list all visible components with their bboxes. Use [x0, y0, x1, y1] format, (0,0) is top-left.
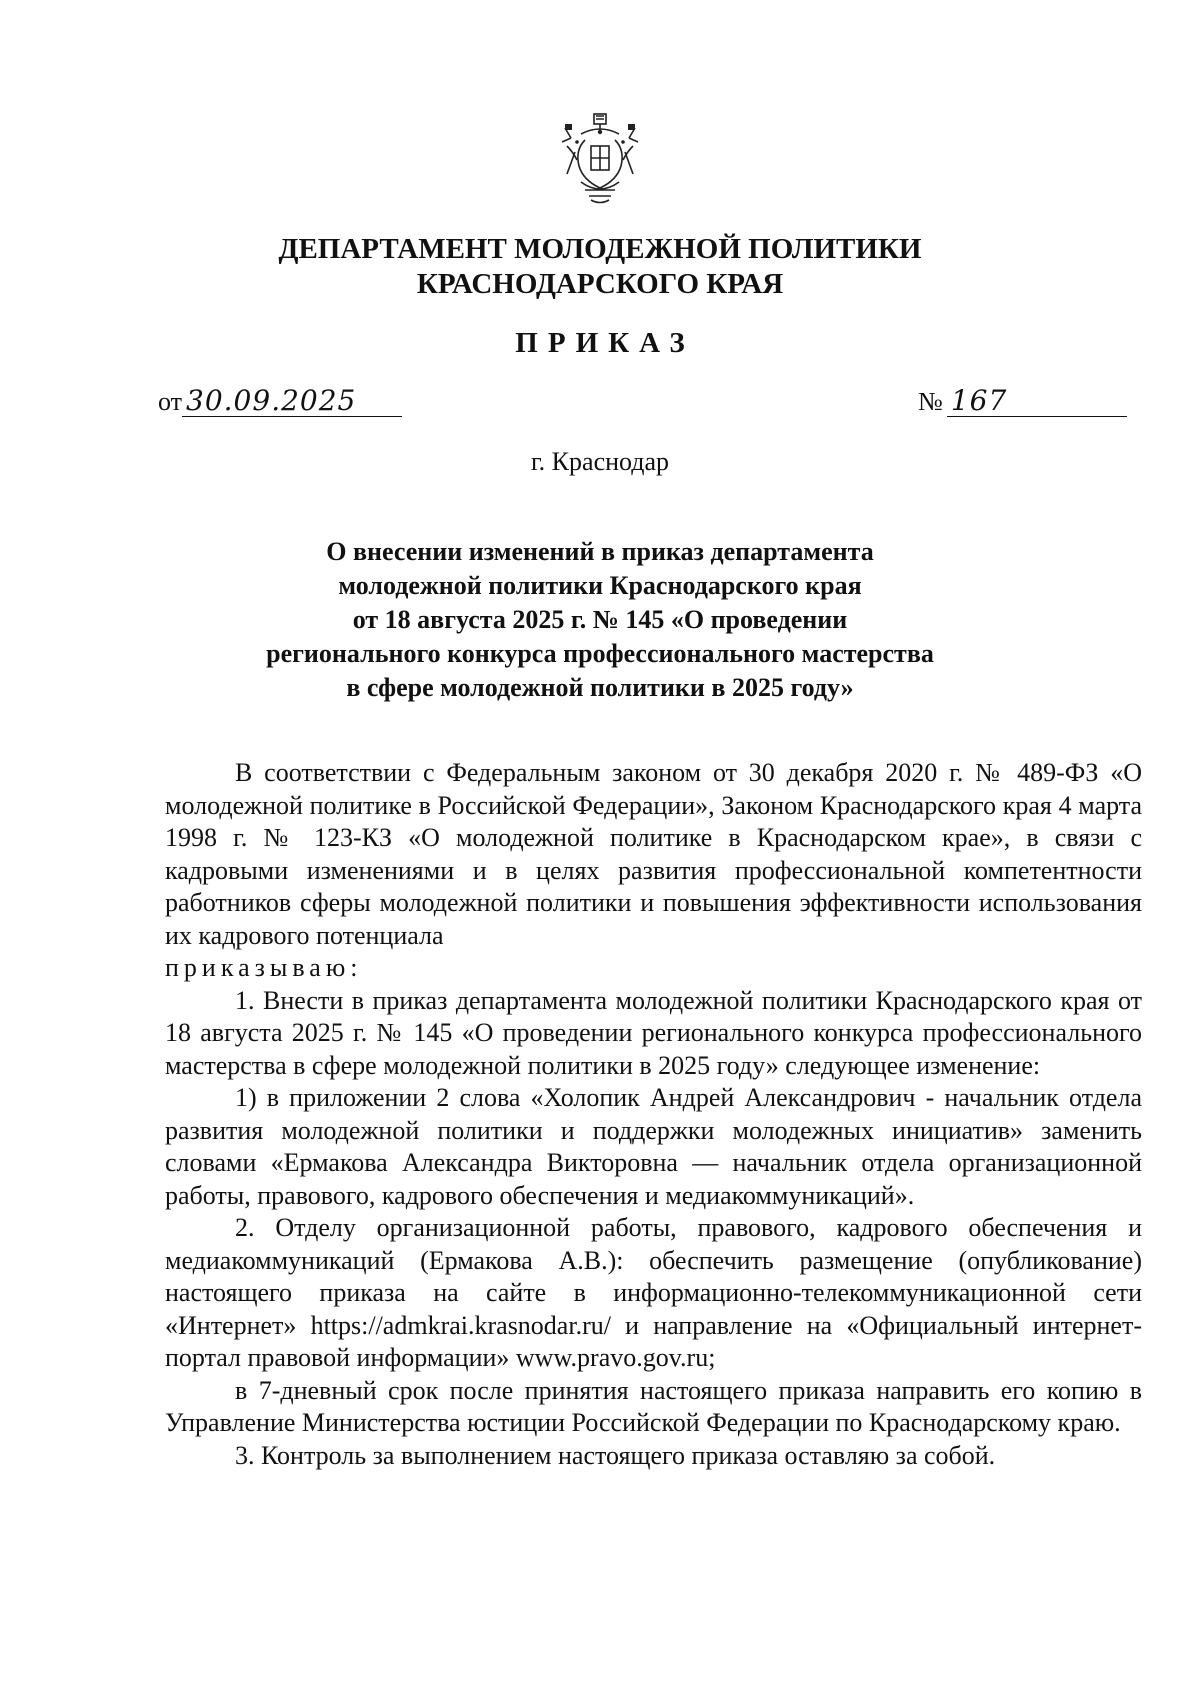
- subject-line: в сфере молодежной политики в 2025 году»: [346, 673, 854, 702]
- organization-name: [0, 232, 1200, 302]
- item-1-subparagraph: 1) в приложении 2 слова «Холопик Андрей Александрович - начальник отдела развития молодежной политики и поддержки молодежных инициатив» заменить словами «Ермакова Александра Викторовна — начальник отдела организационной работы, правового, кадрового обеспечения и медиакоммуникаций».: [165, 1083, 1142, 1210]
- date-prefix: от: [158, 387, 183, 416]
- number-value: 167: [947, 386, 1127, 417]
- item-1-paragraph: 1. Внести в приказ департамента молодежной политики Краснодарского края от 18 августа 2025 г. № 145 «О проведении регионального конкурса профессионального мастерства в сфере молодежной политики в 2025 году» следующее изменение:: [165, 985, 1142, 1080]
- subject-line: регионального конкурса профессионального мастерства: [266, 639, 934, 668]
- subject-line: от 18 августа 2025 г. № 145 «О проведении: [352, 605, 848, 634]
- item-2-continuation: в 7-дневный срок после принятия настоящего приказа направить его копию в Управление Министерства юстиции Российской Федерации по Краснодарскому краю.: [165, 1375, 1142, 1437]
- number-prefix: №: [918, 387, 943, 416]
- document-type: ПРИКАЗ: [515, 327, 695, 359]
- item-3-paragraph: 3. Контроль за выполнением настоящего приказа оставляю за собой.: [235, 1440, 996, 1470]
- subject-line: О внесении изменений в приказ департамента: [326, 537, 874, 566]
- subject-line: молодежной политики Краснодарского края: [338, 571, 862, 600]
- organization-name-line2: КРАСНОДАРСКОГО КРАЯ: [416, 268, 784, 300]
- date-value: 30.09.2025: [182, 386, 402, 417]
- document-date: [158, 386, 402, 417]
- order-word: приказываю:: [165, 953, 363, 982]
- document-body: [165, 757, 1142, 1472]
- organization-name-line1: ДЕПАРТАМЕНТ МОЛОДЕЖНОЙ ПОЛИТИКИ: [278, 233, 922, 265]
- document-number: [918, 386, 1127, 417]
- item-2-paragraph: 2. Отделу организационной работы, правового, кадрового обеспечения и медиакоммуникаций (Ермакова А.В.): обеспечить размещение (опубликование) настоящего приказа на сайте в информационно-телекоммуникационной сети «Интернет» https://admkrai.krasnodar.ru/ и направление на «Официальный интернет-портал правовой информации» www.pravo.gov.ru;: [165, 1213, 1142, 1372]
- coat-of-arms-icon: [561, 112, 639, 206]
- preamble-paragraph: В соответствии с Федеральным законом от 30 декабря 2020 г. № 489-ФЗ «О молодежной политике в Российской Федерации», Законом Краснодарского края 4 марта 1998 г. № 123-КЗ «О молодежной политике в Краснодарском крае», в связи с кадровыми изменениями и в целях развития профессиональной компетентности работников сферы молодежной политики и повышения эффективности использования их кадрового потенциала: [165, 758, 1142, 950]
- document-subject: [0, 535, 1200, 705]
- city: г. Краснодар: [530, 447, 670, 476]
